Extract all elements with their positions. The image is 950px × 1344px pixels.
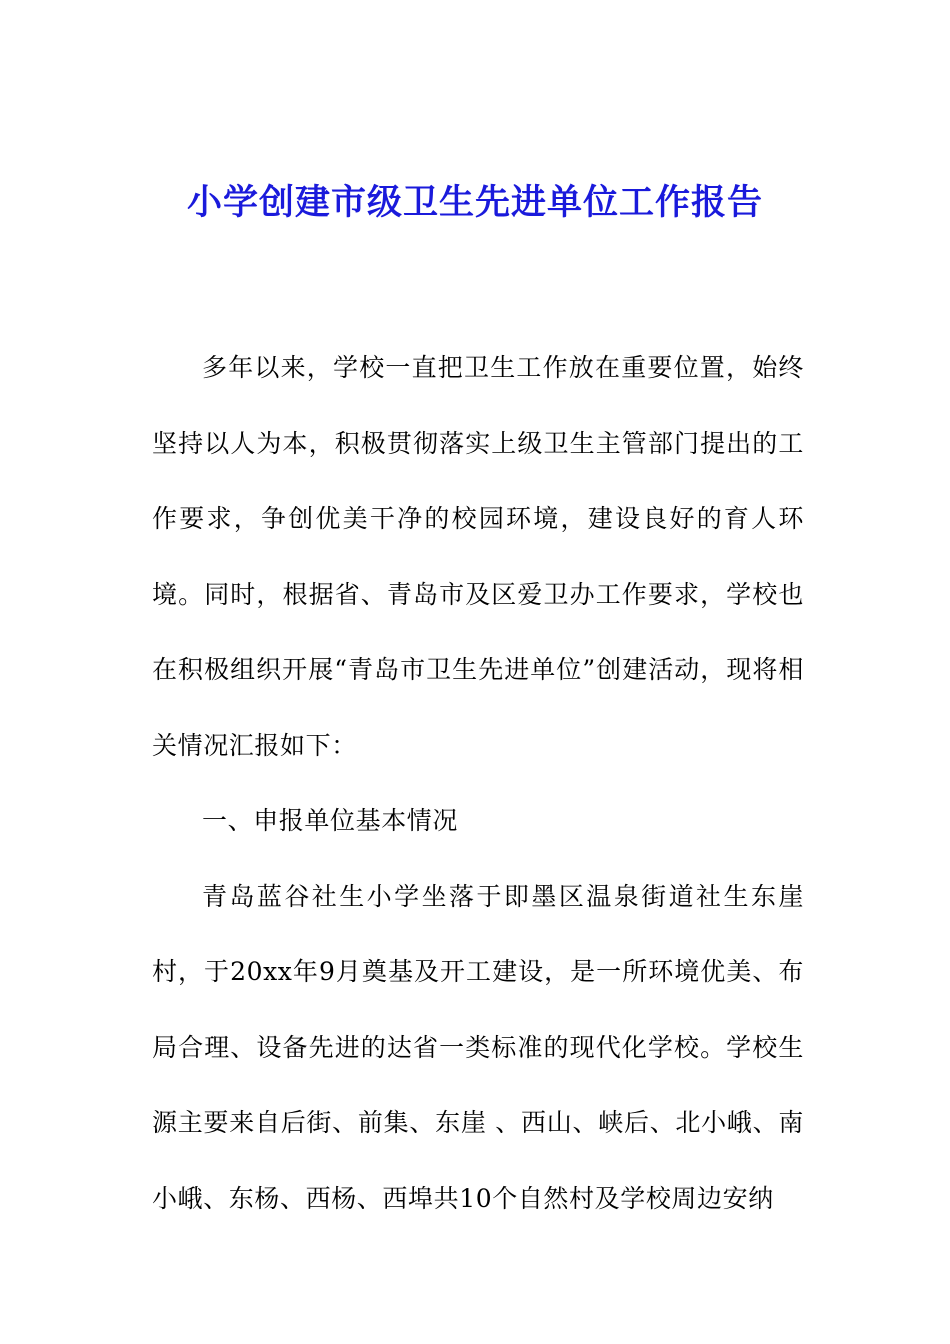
section-heading-basic-info: 一、申报单位基本情况	[202, 806, 459, 835]
document-body	[152, 330, 804, 1236]
document-title: 小学创建市级卫生先进单位工作报告	[186, 183, 763, 223]
paragraph-intro: 多年以来，学校一直把卫生工作放在重要位置，始终坚持以人为本，积极贯彻落实上级卫生主管部门提出的工作要求，争创优美干净的校园环境，建设良好的育人环境。同时，根据省、青岛市及区爱卫办工作要求，学校也在积极组织开展“青岛市卫生先进单位”创建活动，现将相关情况汇报如下：	[152, 353, 804, 760]
paragraph-school-info: 青岛蓝谷社生小学坐落于即墨区温泉街道社生东崖村，于20xx年9月奠基及开工建设，是一所环境优美、布局合理、设备先进的达省一类标准的现代化学校。学校生源主要来自后街、前集、东崖 、西山、峡后、北小峨、南小峨、东杨、西杨、西埠共10个自然村及学校周边安纳	[152, 881, 804, 1213]
